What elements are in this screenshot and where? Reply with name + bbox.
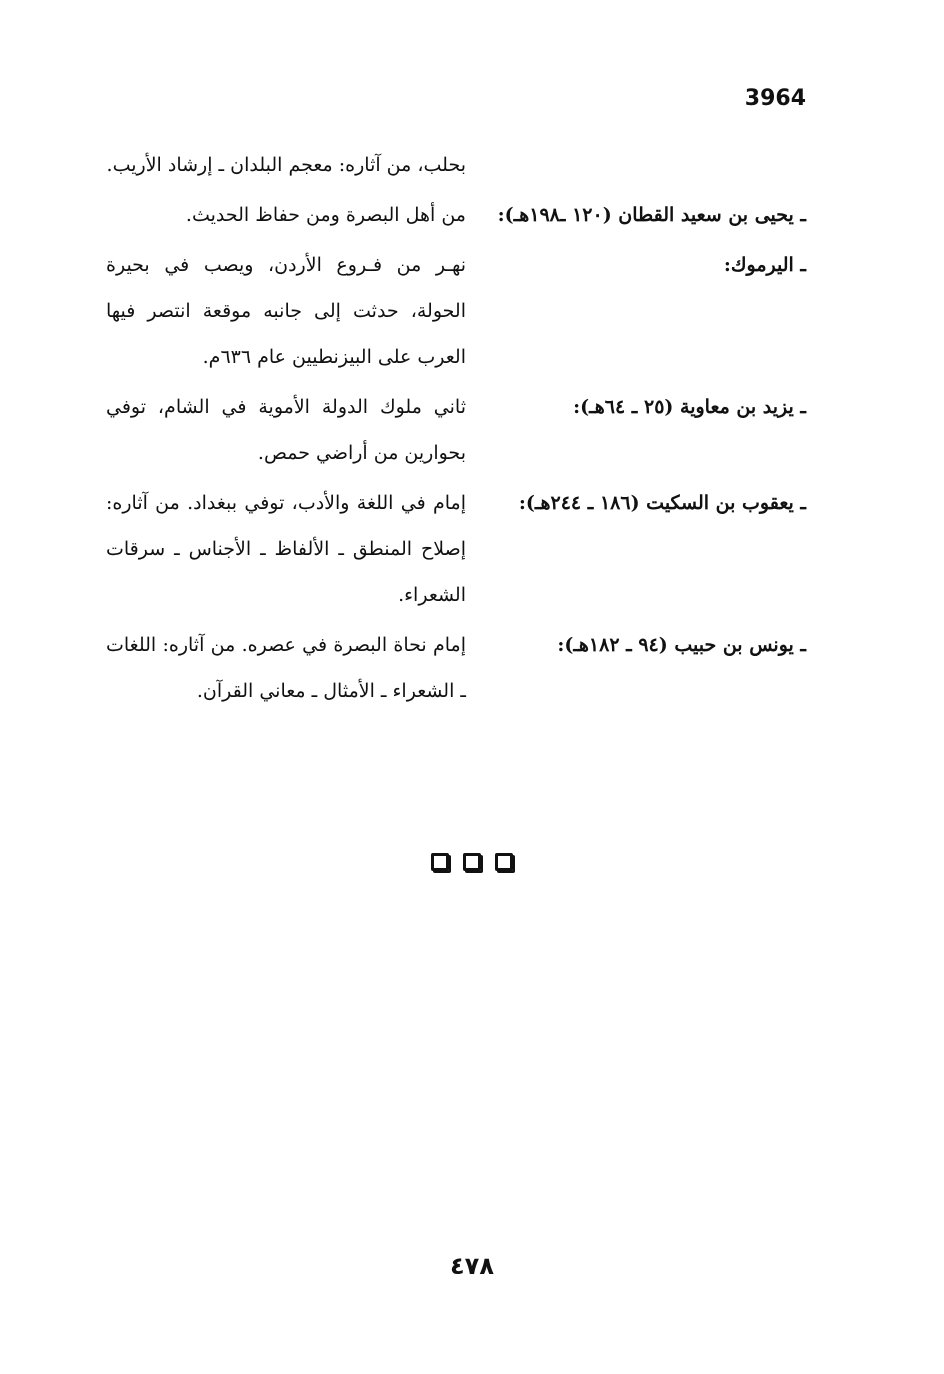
glossary-entry: [102, 142, 806, 188]
entry-term: ـ يزيد بن معاوية (٢٥ ـ ٦٤هـ):: [573, 396, 806, 418]
glossary-entry: [102, 622, 806, 714]
entry-term: ـ اليرموك:: [723, 254, 806, 276]
section-separator: [0, 853, 944, 871]
square-ornament-icon: [463, 853, 481, 871]
entry-term: ـ يونس بن حبيب (٩٤ ـ ١٨٢هـ):: [557, 634, 806, 656]
entry-description: نهـر من فـروع الأردن، ويصب في بحيرة الحولة، حدثت إلى جانبه موقعة انتصر فيها العرب على البيزنطيين عام ٦٣٦م.: [106, 254, 466, 368]
glossary-entry: [102, 242, 806, 380]
glossary-entries: [102, 142, 806, 718]
entry-term: ـ يحيى بن سعيد القطان (١٢٠ ـ١٩٨هـ):: [497, 204, 806, 226]
entry-description: إمام نحاة البصرة في عصره. من آثاره: اللغات ـ الشعراء ـ الأمثال ـ معاني القرآن.: [106, 634, 466, 702]
entry-description: إمام في اللغة والأدب، توفي ببغداد. من آثاره: إصلاح المنطق ـ الألفاظ ـ الأجناس ـ سرقات الشعراء.: [106, 492, 466, 606]
glossary-entry: [102, 384, 806, 476]
page-id: 3964: [744, 86, 806, 111]
square-ornament-icon: [431, 853, 449, 871]
entry-description: ثاني ملوك الدولة الأموية في الشام، توفي بحوارين من أراضي حمص.: [106, 396, 466, 464]
square-ornament-icon: [495, 853, 513, 871]
entry-description: من أهل البصرة ومن حفاظ الحديث.: [185, 204, 466, 226]
entry-term: ـ يعقوب بن السكيت (١٨٦ ـ ٢٤٤هـ):: [518, 492, 806, 514]
glossary-entry: [102, 480, 806, 618]
page-number: ٤٧٨: [450, 1252, 494, 1280]
glossary-entry: [102, 192, 806, 238]
entry-description: بحلب، من آثاره: معجم البلدان ـ إرشاد الأريب.: [106, 154, 466, 176]
